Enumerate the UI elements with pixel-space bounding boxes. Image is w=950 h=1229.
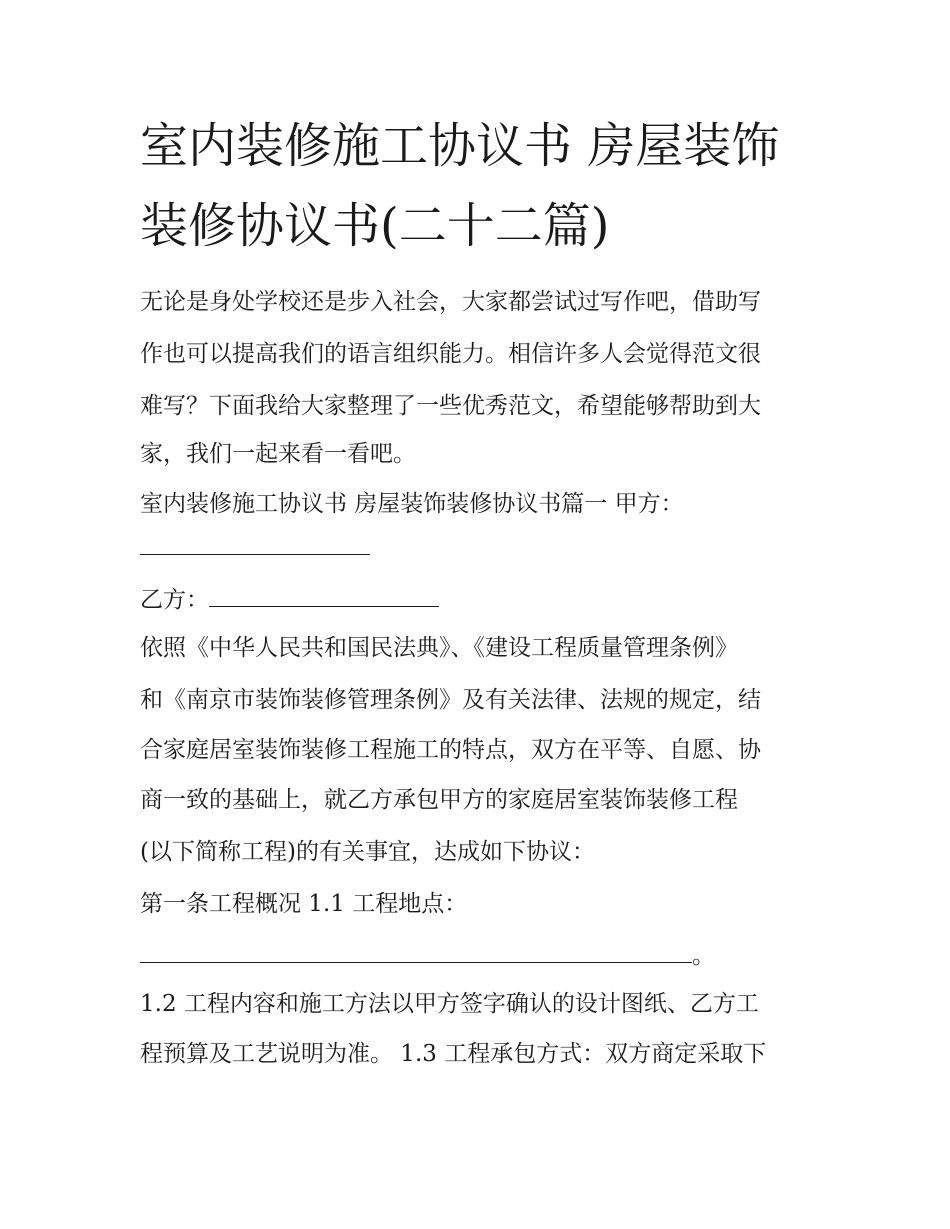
blank-line bbox=[209, 584, 439, 607]
clause-line: 1.2 工程内容和施工方法以甲方签字确认的设计图纸、乙方工 bbox=[140, 991, 759, 1017]
party-a-blank bbox=[140, 532, 370, 562]
intro-line: 难写？下面我给大家整理了一些优秀范文，希望能够帮助到大 bbox=[140, 393, 761, 419]
blank-line bbox=[140, 532, 370, 555]
document-title-line-2: 装修协议书(二十二篇) bbox=[140, 198, 610, 254]
document-title-line-1: 室内装修施工协议书 房屋装饰 bbox=[140, 118, 780, 174]
body-line: (以下简称工程)的有关事宜，达成如下协议： bbox=[140, 839, 595, 865]
section-heading: 室内装修施工协议书 房屋装饰装修协议书篇一 甲方： bbox=[140, 491, 684, 517]
body-line: 和《南京市装饰装修管理条例》及有关法律、法规的规定，结 bbox=[140, 687, 761, 713]
intro-line: 无论是身处学校还是步入社会，大家都尝试过写作吧，借助写 bbox=[140, 289, 761, 315]
clause-line: 程预算及工艺说明为准。 1.3 工程承包方式：双方商定采取下 bbox=[140, 1041, 767, 1067]
body-line: 合家庭居室装饰装修工程施工的特点，双方在平等、自愿、协 bbox=[140, 737, 761, 763]
party-b-label: 乙方： bbox=[140, 587, 209, 613]
body-line: 商一致的基础上，就乙方承包甲方的家庭居室装饰装修工程 bbox=[140, 787, 738, 813]
intro-line: 家，我们一起来看一看吧。 bbox=[140, 441, 416, 467]
body-line: 依照《中华人民共和国民法典》、《建设工程质量管理条例》 bbox=[140, 635, 738, 661]
clause-heading: 第一条工程概况 1.1 工程地点： bbox=[140, 891, 468, 917]
location-suffix: 。 bbox=[692, 943, 715, 969]
location-row bbox=[140, 940, 715, 970]
party-b-row bbox=[140, 584, 439, 614]
blank-line bbox=[140, 940, 692, 963]
intro-line: 作也可以提高我们的语言组织能力。相信许多人会觉得范文很 bbox=[140, 341, 761, 367]
